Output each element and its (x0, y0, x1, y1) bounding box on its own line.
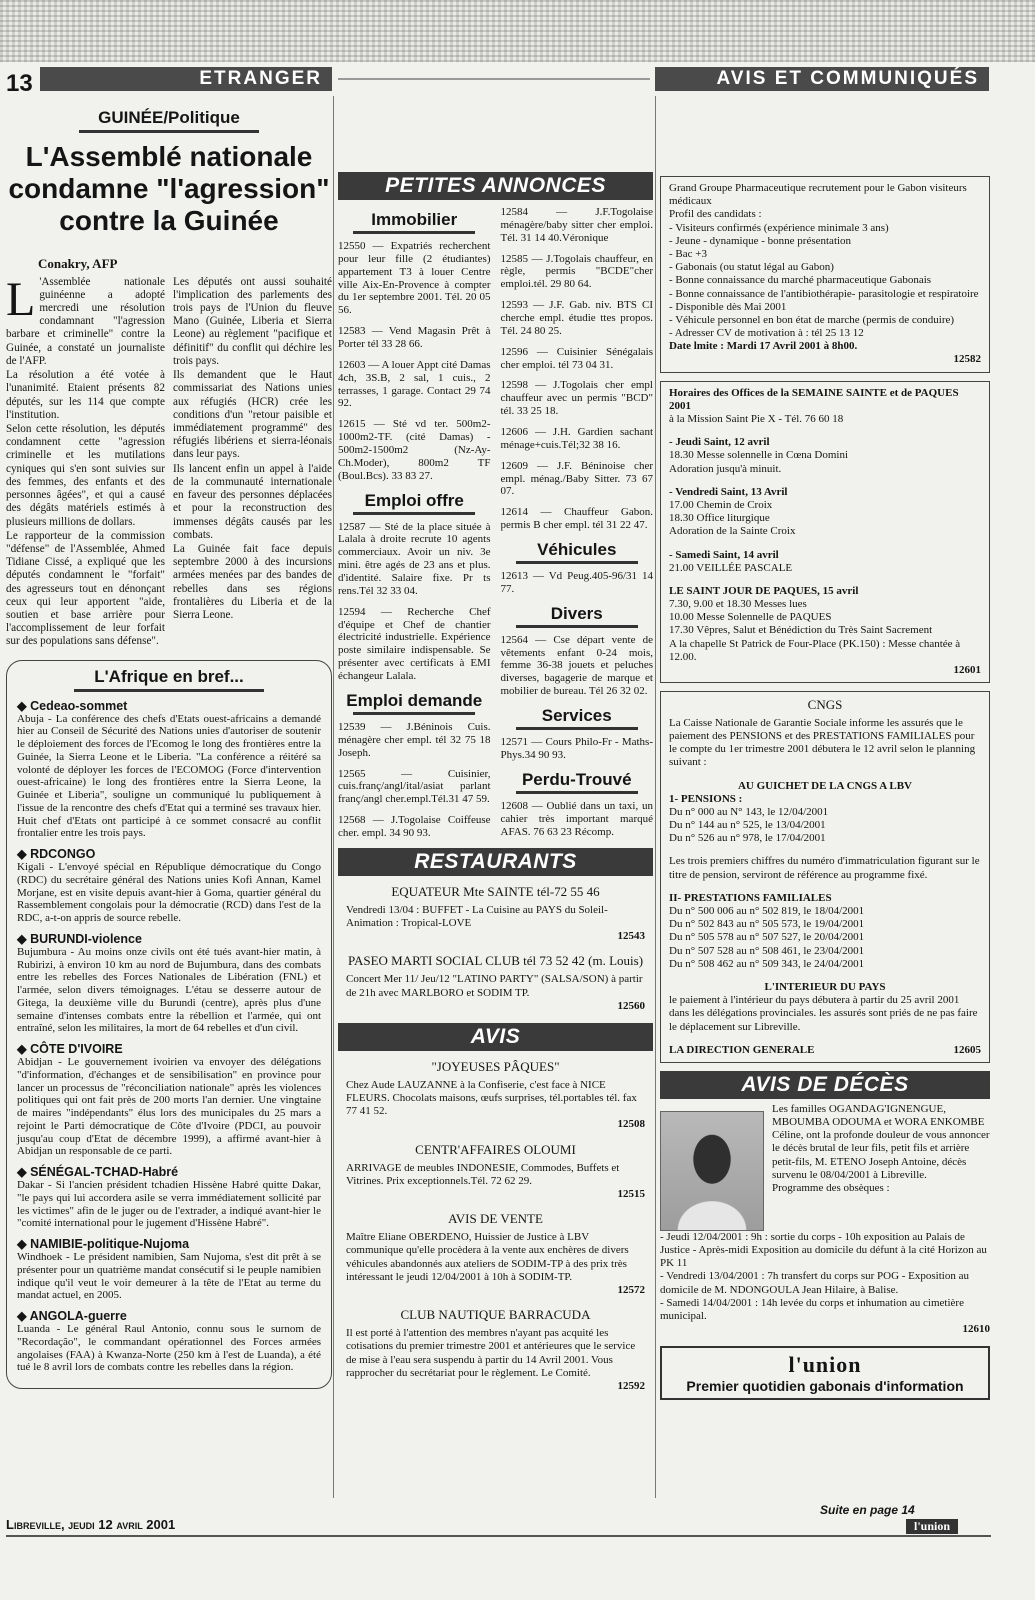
classified-ad: 12609 — J.F. Béninoise cher empl. ménag./Baby Sitter. 73 67 07. (500, 459, 653, 498)
classified-ad: 12550 — Expatriés recherchent pour leur fille (2 étudiantes) appartement T3 à louer Centre ville Aix-En-Provence à compter du 1er septembre 2001. Tél. 20 05 56. (338, 240, 491, 317)
classified-ad: 12606 — J.H. Gardien sachant ménage+cuis.Tél;32 38 16. (500, 426, 653, 451)
article-col-2 (173, 276, 332, 650)
category-perdu-trouve: Perdu-Trouvé (521, 769, 632, 789)
diamond-icon: ◆ (17, 847, 31, 862)
diamond-icon: ◆ (17, 1165, 31, 1180)
diamond-icon: ◆ (17, 931, 31, 946)
classified-ad: 12584 — J.F.Togolaise ménagère/baby sitter cher emploi. Tél. 31 14 40.Véronique (500, 206, 653, 244)
article-headline: L'Assemblé nationale condamne "l'agression" contre la Guinée (8, 141, 330, 237)
classified-ad: 12571 — Cours Philo-Fr - Maths-Phys.34 90 93. (500, 736, 653, 761)
category-services: Services (541, 706, 612, 726)
article-byline: Conakry, AFP (38, 255, 118, 271)
right-column (660, 96, 990, 1400)
category-rule (516, 791, 638, 794)
diamond-icon: ◆ (17, 1309, 30, 1324)
union-promo (660, 1346, 990, 1400)
bref-item: ◆ RDCONGO Kigali - L'envoyé spécial en République démocratique du Congo (RDC) du secrétaire général des Nations unies Kofi Annan, Kamel Morjane, est en visite depuis avant-hier à Goma, quartier général du Rassemblement congolais pour la démocratie (RCD) dans l'est de la RDC, a-t-on appris de source rebelle. (17, 847, 321, 925)
section-header-etranger: ETRANGER (40, 67, 332, 91)
article-paragraph: Le rapporteur de la commission "défense" de l'Assemblée, Ahmed Tidiane Cissé, a expliqué que les députés condamnent le "forfait" des agresseurs tout en dénonçant ceux qui leur apportent "aide, soutien et base arrière pour l'accomplissement de leur forfait sur des populations sans défense". (6, 529, 165, 648)
footer-dateline: Libreville, jeudi 12 avril 2001 (6, 1517, 176, 1532)
avis-banner: AVIS (338, 1023, 653, 1051)
classified-ad: 12565 — Cuisinier, cuis.franç/angl/ital/asiat parlant franç/angl cher.empl.Tél.31 47 59. (338, 767, 491, 806)
category-immobilier: Immobilier (371, 210, 458, 229)
category-rule (516, 625, 638, 628)
cngs-box: CNGS La Caisse Nationale de Garantie Sociale informe les assurés que le paiement des PENSIONS et des PRESTATIONS FAMILIALES pour le compte du 1er trimestre 2001 débutera le 12 avril selon le planning suivant : AU GUICHET DE LA CNGS A LBV 1- PENSIONS : Du n° 000 au N° 143, le 12/04/2001 Du n° 144 au n° 525, le 13/04/2001 Du n° 526 au n° 978, le 17/04/2001 Les trois premiers chiffres du numéro d'immatriculation figurant sur le titre de pension, serviront de référence au programme fixé. II- PRESTATIONS FAMILIALES Du n° 500 006 au n° 502 819, le 18/04/2001 Du n° 502 843 au n° 505 573, le 19/04/2001 Du n° 505 578 au n° 507 527, le 20/04/2001 Du n° 507 528 au n° 508 461, le 23/04/2001 Du n° 508 462 au n° 509 343, le 24/04/2001 L'INTERIEUR DU PAYS le paiement à l'intérieur du pays débutera à partir du 25 avril 2001 dans les délégations provinciales. les assurés sont priés de ne pas faire le déplacement sur Libreville. LA DIRECTION GENERALE 12605 (660, 691, 990, 1063)
article-col-1 (6, 272, 165, 650)
middle-column (338, 96, 653, 1403)
article-paragraph: La résolution a été votée à l'unanimité. Etaient présents 82 députés, sur les 114 que compte l'institution. (6, 369, 165, 421)
avis-item: CENTR'AFFAIRES OLOUMI ARRIVAGE de meubles INDONESIE, Commodes, Buffets et Vitrines. Prix exceptionnels.Tél. 72 62 29. 12515 (346, 1141, 645, 1201)
avis-deces-banner: AVIS DE DÉCÈS (660, 1071, 990, 1099)
footer-logo: l'union (906, 1519, 958, 1534)
classified-ad: 12598 — J.Togolais cher empl chauffeur avec un permis "BCD" tél. 33 25 18. (500, 379, 653, 418)
category-vehicules: Véhicules (537, 540, 617, 560)
annonces-col-2 (501, 206, 654, 848)
classified-ad: 12615 — Sté vd ter. 500m2-1000m2-TF. (cité Damas) - 500m2-1500m2 (Nz-Ay-Ch.Moder), 800m2 TF (Boul.Bcs). 33 83 27. (338, 418, 491, 482)
bref-item: ◆ SÉNÉGAL-TCHAD-Habré Dakar - Si l'ancien président tchadien Hissène Habré quitte Dakar, "le pays qui lui accordera asile se verra immédiatement sollicité par les victimes" afin de le juger ou de l'extrader, a indiqué avant-hier le "comité international pour le jugement d'Hissène Habré". (17, 1165, 321, 1230)
classified-ad: 12614 — Chauffeur Gabon. permis B cher empl. tél 31 22 47. (500, 506, 653, 532)
article-paragraph: Ils lancent enfin un appel à l'aide de la communauté internationale en faveur des personnes déplacées et pour la reconstruction des immenses dégâts causés par les combats. (173, 462, 332, 541)
classified-ad: 12564 — Cse départ vente de vêtements enfant 0-24 mois, femme 36-38 jouets et peluches diverses, bagagerie de marque et mobilier de bureau. Tél 26 32 02. (500, 633, 653, 698)
deceased-photo (660, 1111, 764, 1231)
left-column (6, 96, 332, 1389)
category-rule (353, 712, 475, 715)
horaires-paques-box: Horaires des Offices de la SEMAINE SAINTE et de PAQUES 2001 à la Mission Saint Pie X - Tél. 76 60 18 - Jeudi Saint, 12 avril 18.30 Messe solennelle in Cœna Domini Adoration jusqu'à minuit. - Vendredi Saint, 13 Avril 17.00 Chemin de Croix 18.30 Office liturgique Adoration de la Sainte Croix - Samedi Saint, 14 avril 21.00 VEILLÉE PASCALE LE SAINT JOUR DE PAQUES, 15 avril 7.30, 9.00 et 18.30 Messes lues 10.00 Messe Solennelle de PAQUES 17.30 Vêpres, Salut et Bénédiction du Très Saint Sacrement A la chapelle St Patrick de Four-Place (PK.150) : Messe chantée à 12.00. 12601 (660, 381, 990, 684)
category-rule (516, 561, 638, 564)
category-rule (516, 727, 638, 730)
classified-ad: 12539 — J.Béninois Cuis. ménagère cher empl. tél 32 75 18 Joseph. (338, 720, 491, 759)
bref-item: ◆ ANGOLA-guerre Luanda - Le général Raul Antonio, connu sous le surnom de "Recordação", le commandant opérationnel des Forces armées angolaises (FAA) à Kwanza-Norte (250 km à l'est de Luanda), a été tué le 8 avril lors de combats contre les rebelles dans la région. (17, 1309, 321, 1374)
petites-annonces (338, 206, 653, 848)
restaurants-banner: RESTAURANTS (338, 848, 653, 876)
bref-item: ◆ BURUNDI-violence Bujumbura - Au moins onze civils ont été tués avant-hier matin, à Rubirizi, à environ 10 km au nord de Bujumbura, dans des combats entre les rebelles des Forces Nationales de Libération (FNL) et l'armée, selon divers témoignages. L'étau se desserre autour de Gitega, la deuxième ville du Burundi (centre), après plus d'une semaine d'intenses combats entre la rébellion et l'armée, qui ont entraîné, selon les militaires, la mort de 64 rebelles et d'un civil. (17, 931, 321, 1035)
restaurant-ad: PASEO MARTI SOCIAL CLUB tél 73 52 42 (m. Louis) Concert Mer 11/ Jeu/12 "LATINO PARTY" (SALSA/SON) à partir de 21h avec MARLBORO et SODIM TP. 12560 (346, 953, 645, 1012)
classified-ad: 12596 — Cuisinier Sénégalais cher emploi. tél 73 04 31. (500, 345, 653, 371)
header-divider (338, 78, 650, 80)
union-logo: l'union (788, 1352, 862, 1378)
page-number: 13 (6, 70, 33, 97)
article-paragraph: Ils demandent que le Haut commissariat des Nations unies aux réfugiés (HCR) crée les conditions d'un "retour paisible et immédiatement programmé" des réfugiés libériens et sierra-léonais dans leur pays. (173, 369, 332, 461)
category-divers: Divers (550, 603, 603, 623)
avis-item: "JOYEUSES PÂQUES" Chez Aude LAUZANNE à la Confiserie, c'est face à NICE FLEURS. Chocolats maisons, œufs surprises, tél.portables tél. fax 77 41 52. 12508 (346, 1058, 645, 1131)
article-paragraph: Selon cette résolution, les députés condamnent cette "agression criminelle et les mutilations cyniques qui s'en sont suivies sur des femmes, des enfants et des personnes âgées", et qui a causé des dégâts matériels estimés à plusieurs millions de dollars. (6, 422, 165, 528)
afrique-en-bref-box (6, 660, 332, 1390)
classified-ad: 12608 — Oublié dans un taxi, un cahier très important marqué AFAS. 76 63 23 Récomp. (500, 799, 653, 838)
article-paragraph: La Guinée fait face depuis septembre 2000 à des incursions armées menées par des bandes de rebelles dans ses régions frontalières du Liberia et de la Sierra Leone. (173, 542, 332, 622)
category-rule (353, 231, 475, 234)
classified-ad: 12585 — J.Togolais chauffeur, en règle, permis "BCDE"cher emploi.tél. 29 80 64. (500, 252, 653, 291)
category-emploi-demande: Emploi demande (346, 690, 483, 710)
footer-continued: Suite en page 14 (820, 1503, 915, 1517)
kicker-rule (79, 130, 259, 133)
classified-ad: 12593 — J.F. Gab. niv. BTS CI cherche empl. étudie ttes propos. Tél. 24 80 25. (500, 299, 653, 337)
bref-item: ◆ Cedeao-sommet Abuja - La conférence des chefs d'Etats ouest-africains a demandé hier au Conseil de Sécurité des Nations unies d'autoriser de soutenir le déploiement des forces de l'Ecomog le long des frontières entre la Guinée, la Sierra Leone et le Liberia. "La conférence a réitéré sa volonté de déployer les forces de l'ECOMOG (Force d'intervention ouest-africaine) le long des frontières entre la Sierra Leone, la Guinée et Liberia", souligne un communiqué lu publiquement à l'issue de la rencontre des chefs d'Etat qui a terminé ses travaux hier. Huit chef d'Etats ont participé à ce sommet consacré au conflit frontalier entre les trois pays. (17, 698, 321, 840)
column-divider (655, 96, 656, 1498)
classified-ad: 12613 — Vd Peug.405-96/31 14 77. (500, 570, 653, 595)
bref-title: L'Afrique en bref... (94, 666, 244, 686)
dropcap: L (6, 272, 36, 326)
avis-item: CLUB NAUTIQUE BARRACUDA Il est porté à l'attention des membres n'ayant pas acquité les cotisations du premier trimestre 2001 et antérieures que le service de mise à l'eau sera suspendu à partir du 14 Avril 2001. Vous rapprocher du secrétariat pour le règlement. Le Comité. 12592 (346, 1307, 645, 1392)
diamond-icon: ◆ (17, 698, 31, 713)
category-rule (353, 512, 475, 515)
classified-ad: 12603 — A louer Appt cité Damas 4ch, 3S.B, 2 sal, 1 cuis., 2 terrasses, 1 garage. Contact 29 74 92. (338, 358, 491, 410)
article-paragraph: L 'Assemblée nationale guinéenne a adopté mercredi une résolution condamnant "l'agression barbare et criminelle" contre la Guinée, a constaté un journaliste de l'AFP. (6, 272, 165, 367)
classified-ad: 12568 — J.Togolaise Coiffeuse cher. empl. 34 90 93. (338, 814, 491, 839)
article-kicker: GUINÉE/Politique (98, 108, 240, 127)
scan-top-margin (0, 0, 1035, 62)
classified-ad: 12594 — Recherche Chef d'équipe et Chef de chantier électricité industrielle. Expérience poste similaire indispensable. Se présenter avec certificats à EMI échangeur Lalala. (338, 605, 491, 683)
obseques-programme: - Jeudi 12/04/2001 : 9h : sortie du corps - 10h exposition au Palais de Justice - Après-midi Exposition au domicile du défunt à la cité Horizon au PK 11 - Vendredi 13/04/2001 : 7h transfert du corps sur POG - Exposition au domicile de M. NDONGOULA Jean Hilaire, à Balise. - Samedi 14/04/2001 : 14h levée du corps et inhumation au cimetière municipal. 12610 (660, 1230, 990, 1336)
classified-ad: 12583 — Vend Magasin Prêt à Porter tél 33 28 66. (338, 325, 491, 351)
avis-item: AVIS DE VENTE Maître Eliane OBERDENO, Huissier de Justice à LBV communique qu'elle procèdera à la vente aux enchères de divers véhicules abandonnés aux ateliers de SODIM-TP à des prix très intéressant le jeudi 12/04/2001 à 10h à SODIM-TP. 12572 (346, 1211, 645, 1296)
classified-ad: 12587 — Sté de la place située à Lalala à droite recrute 10 agents commerciaux. Avoir un niv. 3e mini. être agés de 23 ans et plus. d'identité. Salaire fixe. Pr ts rens.Tél 32 33 04. (338, 520, 491, 597)
column-divider (333, 96, 334, 1498)
article-paragraph: Les députés ont aussi souhaité l'implication des parlements des trois pays de l'Union du fleuve Mano (Guinée, Liberia et Sierra Leone) au règlement "pacifique et définitif" du conflit qui déchire les trois pays. (173, 275, 332, 367)
category-emploi-offre: Emploi offre (364, 490, 464, 510)
union-tagline: Premier quotidien gabonais d'information (686, 1378, 964, 1395)
bref-item: ◆ NAMIBIE-politique-Nujoma Windhoek - Le président namibien, Sam Nujoma, s'est dit prêt à se présenter pour un quatrième mandat consécutif si le peuple namibien indique qu'il veut le voir demeurer à la tête de l'Etat au terme du mandat actuel, en 2005. (17, 1237, 321, 1302)
footer-rule (6, 1535, 991, 1537)
cngs-title: CNGS (807, 697, 843, 713)
bref-item: ◆ CÔTE D'IVOIRE Abidjan - Le gouvernement ivoirien va envoyer des délégations "d'information, d'échanges et de sensibilisation" en province pour lancer un processus de "réconciliation nationale" après les violences politiques qui ont fait près de 200 morts l'an dernier. Une vingtaine de maires "indépendants" élus lors des municipales du 25 mars a rejoint le Parti démocratique de Côte d'Ivoire (PDCI, au pouvoir jusqu'au coup d'Etat de décembre 1999), a affirmé avant-hier à Abidjan un responsable de ce parti. (17, 1042, 321, 1158)
article-body (6, 272, 332, 650)
bref-rule (74, 689, 264, 692)
annonces-col-1 (338, 206, 491, 848)
diamond-icon: ◆ (17, 1042, 31, 1057)
diamond-icon: ◆ (17, 1237, 31, 1252)
restaurant-ad: EQUATEUR Mte SAINTE tél-72 55 46 Vendredi 13/04 : BUFFET - La Cuisine au PAYS du Soleil-Animation : Tropical-LOVE 12543 (346, 883, 645, 943)
pharma-recruitment-box: Grand Groupe Pharmaceutique recrutement pour le Gabon visiteurs médicaux Profil des candidats : - Visiteurs confirmés (expérience minimale 3 ans) - Jeune - dynamique - bonne présentation - Bac +3 - Gabonais (ou statut légal au Gabon) - Bonne connaissance du marché pharmaceutique Gabonais - Bonne connaissance de l'antibiothérapie- parasitologie et respiratoire - Disponible dès Mai 2001 - Véhicule personnel en bon état de marche (permis de conduire) - Adresser CV de motivation à : tél 25 13 12 Date lmite : Mardi 17 Avril 2001 à 8h00. 12582 (660, 176, 990, 373)
section-header-avis: AVIS ET COMMUNIQUÉS (655, 67, 989, 91)
avis-deces: Les familles OGANDAG'IGNENGUE, MBOUMBA ODOUMA et WORA ENKOMBE Céline, ont la profonde douleur de vous annoncer le décès brutal de leur fils, petit fils et arrière petit-fils, M. ETENO Joseph Antoine, décès survenu le 08/04/2001 à Libreville. Programme des obsèques : (660, 1099, 990, 1231)
petites-annonces-banner: PETITES ANNONCES (338, 172, 653, 200)
